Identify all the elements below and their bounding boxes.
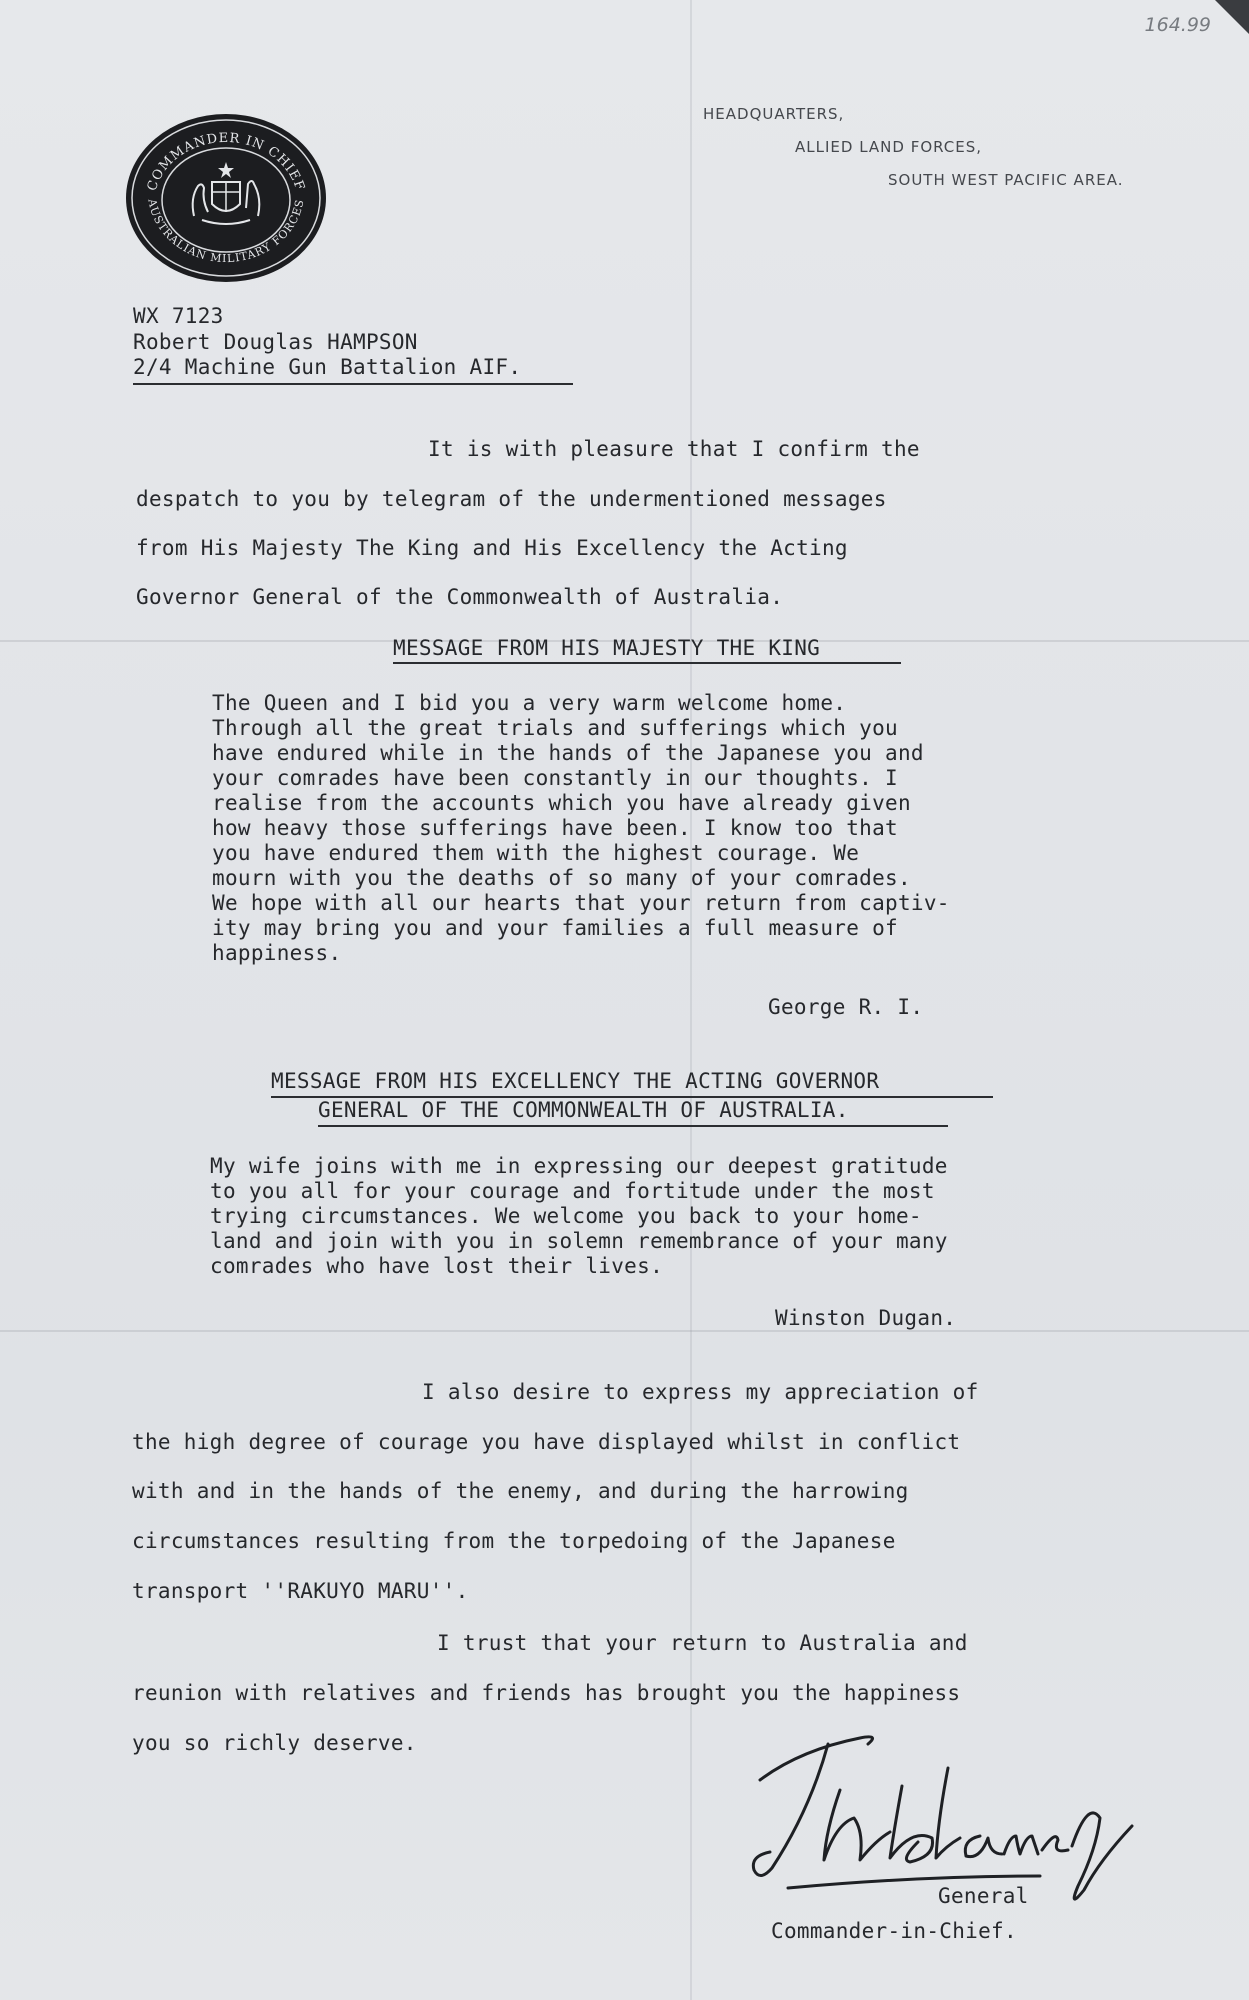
recipient-name: Robert Douglas HAMPSON — [133, 330, 418, 354]
intro-line: despatch to you by telegram of the undermentioned messages — [136, 487, 887, 511]
heading-underline — [393, 662, 901, 664]
closing-line: I also desire to express my appreciation of — [422, 1380, 979, 1404]
king-signature: George R. I. — [768, 995, 924, 1019]
king-message-line: ity may bring you and your families a full measure of — [212, 916, 898, 940]
signatory-title: Commander-in-Chief. — [771, 1919, 1017, 1943]
signatory-rank: General — [938, 1884, 1029, 1908]
service-number: WX 7123 — [133, 304, 224, 328]
archive-note: 164.99 — [1144, 14, 1211, 36]
paper-fold — [0, 1330, 1249, 1332]
closing-line: you so richly deserve. — [132, 1731, 417, 1755]
king-message-line: you have endured them with the highest courage. We — [212, 841, 860, 865]
king-message-line: We hope with all our hearts that your return from captiv- — [212, 891, 950, 915]
heading-underline — [318, 1125, 948, 1127]
closing-line: the high degree of courage you have displayed whilst in conflict — [132, 1430, 961, 1454]
closing-line: circumstances resulting from the torpedoing of the Japanese — [132, 1529, 896, 1553]
letterhead-line: HEADQUARTERS, — [703, 105, 845, 123]
letterhead-line: ALLIED LAND FORCES, — [795, 138, 983, 156]
governor-message-heading: MESSAGE FROM HIS EXCELLENCY THE ACTING GOVERNOR — [271, 1069, 880, 1093]
king-message-line: Through all the great trials and sufferings which you — [212, 716, 898, 740]
recipient-unit: 2/4 Machine Gun Battalion AIF. — [133, 355, 522, 379]
governor-message-line: My wife joins with me in expressing our deepest gratitude — [210, 1154, 948, 1178]
king-message-line: how heavy those sufferings have been. I know too that — [212, 816, 898, 840]
closing-line: reunion with relatives and friends has brought you the happiness — [132, 1681, 961, 1705]
governor-message-line: trying circumstances. We welcome you back to your home- — [210, 1204, 922, 1228]
letterhead-line: SOUTH WEST PACIFIC AREA. — [888, 171, 1124, 189]
king-message-line: your comrades have been constantly in our thoughts. I — [212, 766, 898, 790]
king-message-line: The Queen and I bid you a very warm welcome home. — [212, 691, 847, 715]
governor-message-line: comrades who have lost their lives. — [210, 1254, 664, 1278]
commander-in-chief-seal — [124, 112, 328, 284]
closing-line: I trust that your return to Australia and — [437, 1631, 968, 1655]
governor-message-heading: GENERAL OF THE COMMONWEALTH OF AUSTRALIA. — [318, 1098, 849, 1122]
king-message-line: have endured while in the hands of the Japanese you and — [212, 741, 924, 765]
governor-message-line: to you all for your courage and fortitude under the most — [210, 1179, 935, 1203]
king-message-line: realise from the accounts which you have already given — [212, 791, 911, 815]
intro-line: It is with pleasure that I confirm the — [428, 437, 920, 461]
torn-corner — [1215, 0, 1249, 34]
king-message-heading: MESSAGE FROM HIS MAJESTY THE KING — [393, 636, 821, 660]
closing-line: with and in the hands of the enemy, and during the harrowing — [132, 1479, 909, 1503]
closing-line: transport ''RAKUYO MARU''. — [132, 1579, 469, 1603]
unit-underline — [133, 383, 573, 385]
governor-message-line: land and join with you in solemn remembrance of your many — [210, 1229, 948, 1253]
intro-line: Governor General of the Commonwealth of Australia. — [136, 585, 784, 609]
svg-text:COMMANDER IN CHIEF: COMMANDER IN CHIEF — [144, 130, 308, 193]
svg-text:AUSTRALIAN MILITARY FORCES: AUSTRALIAN MILITARY FORCES — [145, 197, 307, 266]
king-message-line: happiness. — [212, 941, 342, 965]
governor-signature: Winston Dugan. — [775, 1306, 957, 1330]
intro-line: from His Majesty The King and His Excellency the Acting — [136, 536, 848, 560]
king-message-line: mourn with you the deaths of so many of your comrades. — [212, 866, 911, 890]
